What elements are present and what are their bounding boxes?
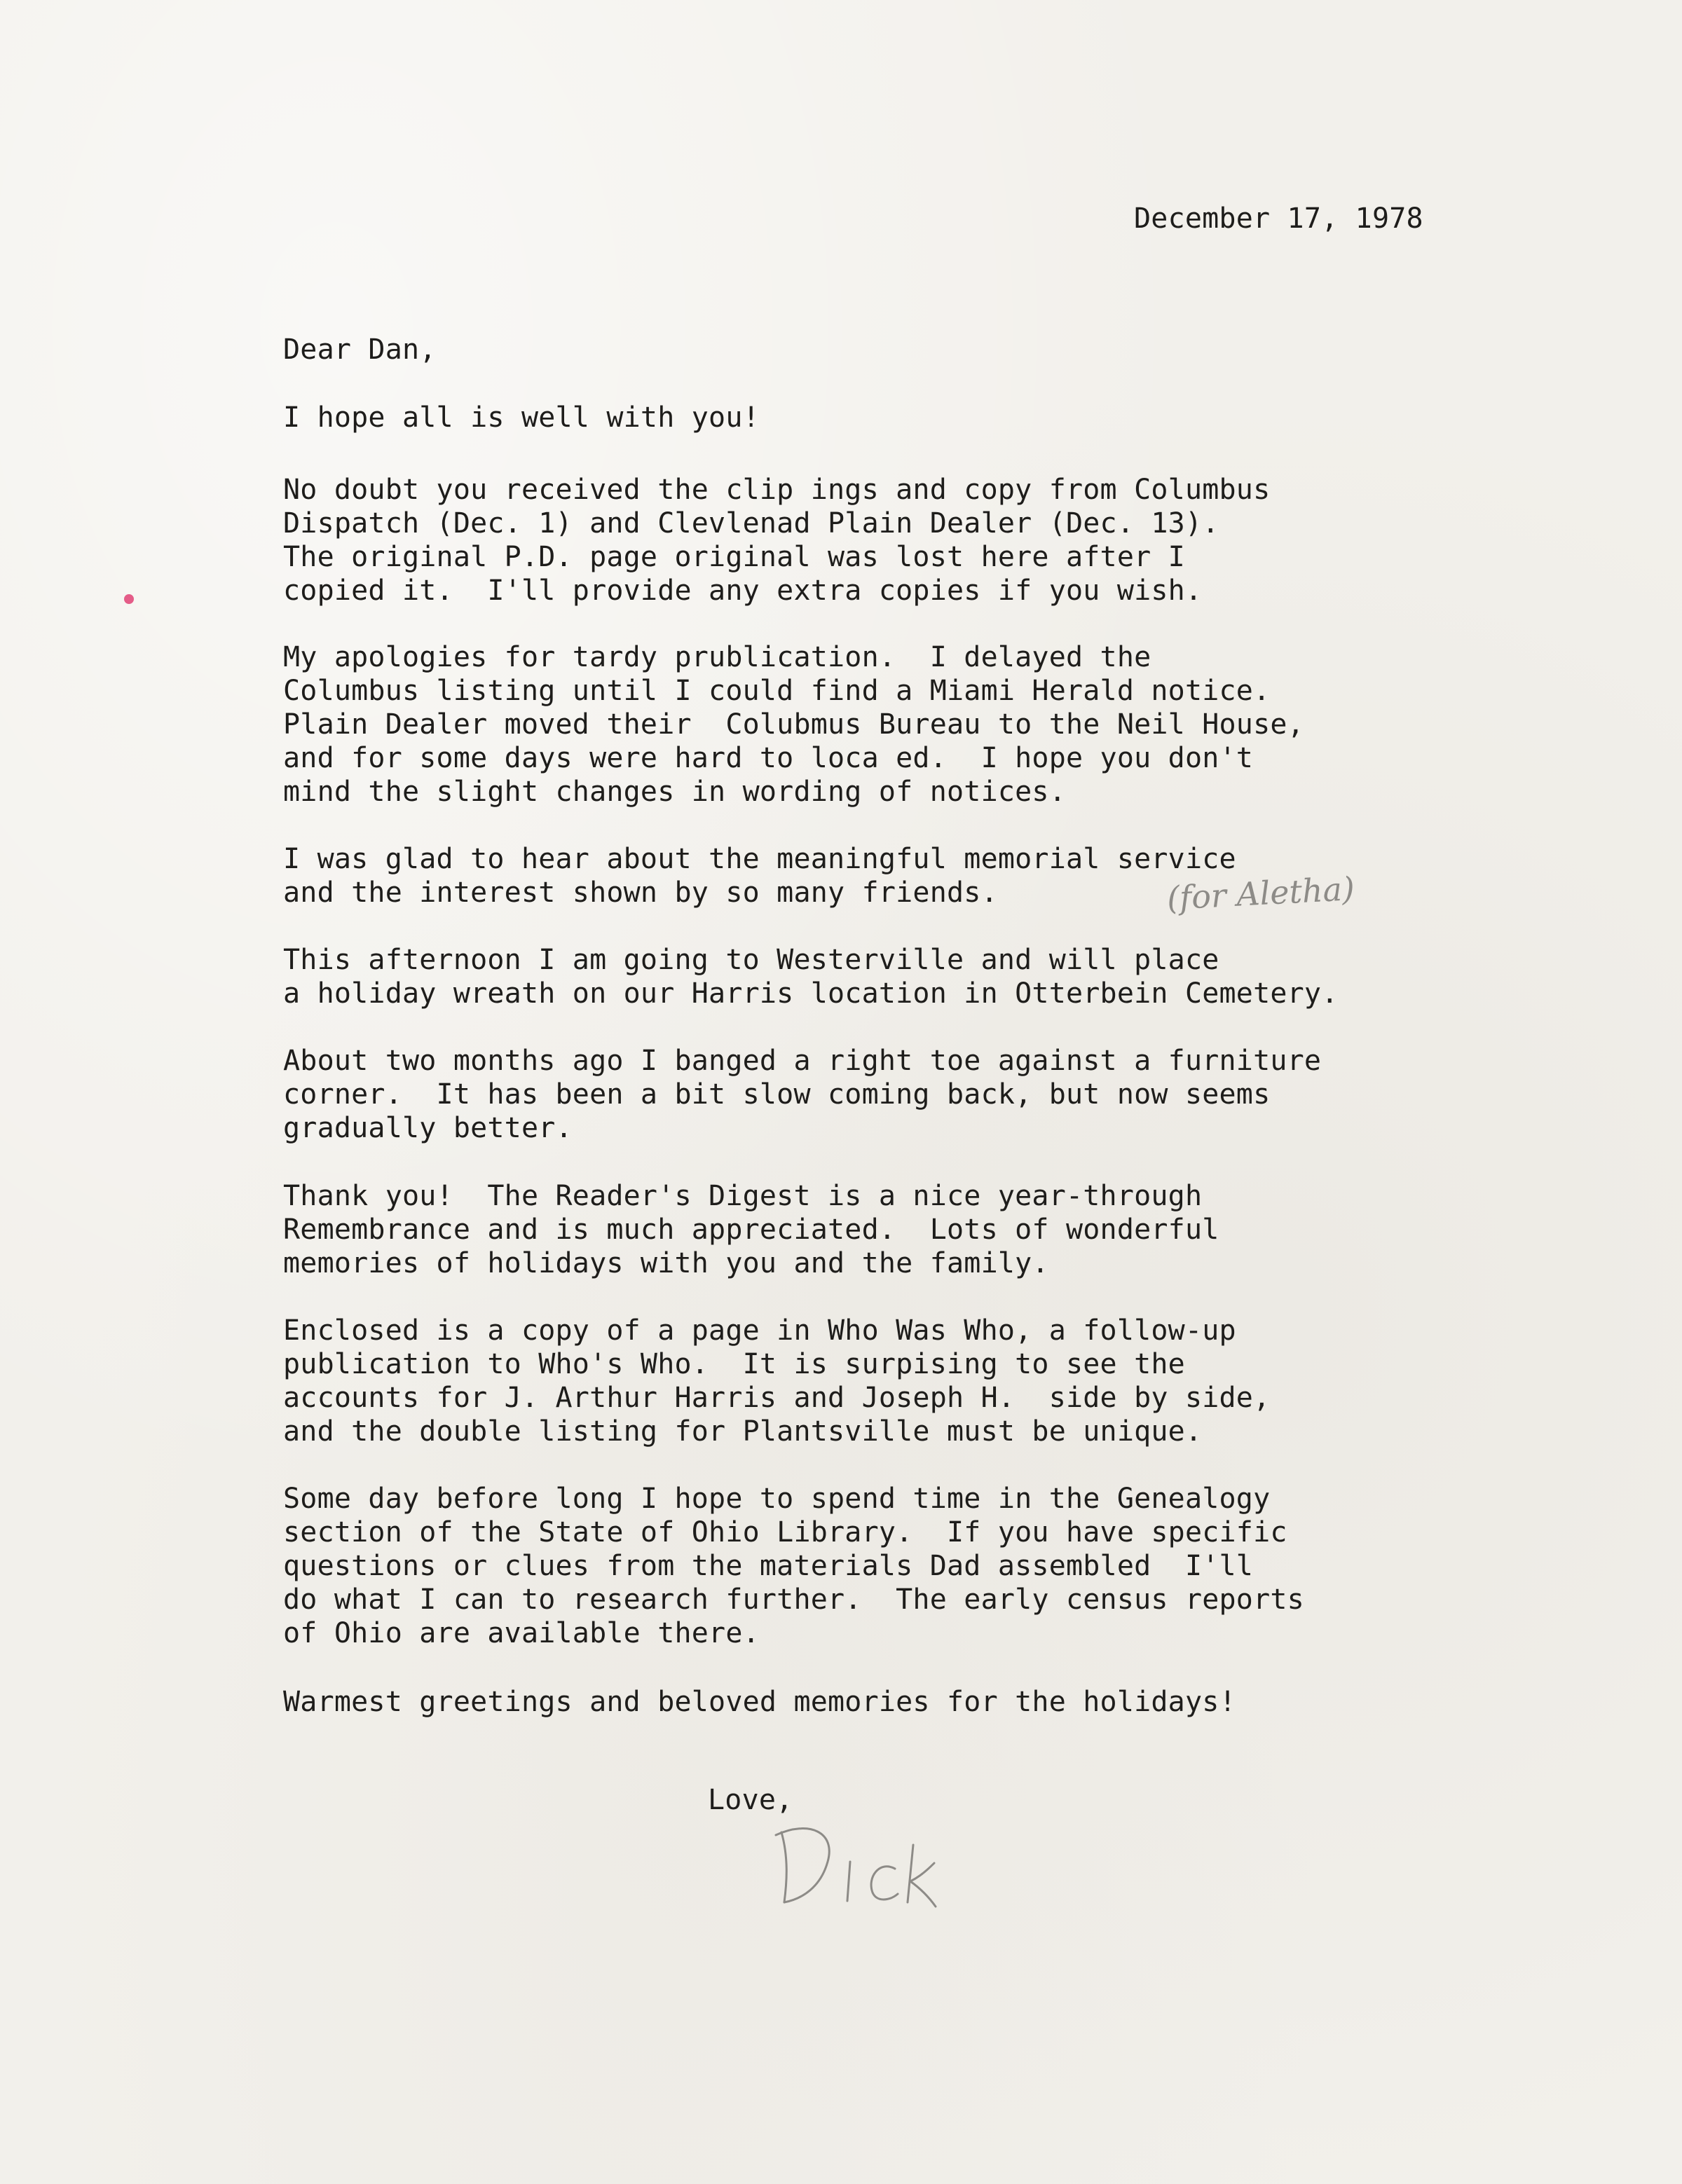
paragraph-memorial: I was glad to hear about the meaningful memorial service and the interest shown by so many friends. xyxy=(283,843,1236,909)
paragraph-clippings: No doubt you received the clip ings and copy from Columbus Dispatch (Dec. 1) and Clevlenad Plain Dealer (Dec. 13). The original P.D. page original was lost here after I copied it. I'll provide any extra copies if you wish. xyxy=(283,474,1271,607)
paragraph-genealogy: Some day before long I hope to spend time in the Genealogy section of the State of Ohio Library. If you have specific questions or clues from the materials Dad assembled I'll do what I can to research further. The early census reports of Ohio are available there. xyxy=(283,1483,1304,1649)
paragraph-apologies: My apologies for tardy prublication. I delayed the Columbus listing until I could find a Miami Herald notice. Plain Dealer moved their Colubmus Bureau to the Neil House, and for some days were hard to loca ed. I hope you don't mind the slight changes in wording of notices. xyxy=(283,641,1304,808)
pink-ink-mark xyxy=(124,594,134,604)
paragraph-readers-digest: Thank you! The Reader's Digest is a nice year-through Remembrance and is much appreciated. Lots of wonderful memories of holidays with you and the family. xyxy=(283,1180,1219,1279)
paragraph-who-was-who: Enclosed is a copy of a page in Who Was Who, a follow-up publication to Who's Who. It is surpising to see the accounts for J. Arthur Harris and Joseph H. side by side, and the double listing for Plantsville must be unique. xyxy=(283,1314,1271,1448)
signature-dick xyxy=(760,1804,943,1909)
letter-date: December 17, 1978 xyxy=(1134,202,1423,235)
salutation: Dear Dan, xyxy=(283,334,437,366)
paragraph-westerville: This afternoon I am going to Westerville and will place a holiday wreath on our Harris location in Otterbein Cemetery. xyxy=(283,944,1339,1010)
handwritten-note: (for Aletha) xyxy=(1165,870,1356,917)
paragraph-warmest-greetings: Warmest greetings and beloved memories for the holidays! xyxy=(283,1686,1236,1718)
closing: Love, xyxy=(708,1784,793,1816)
paragraph-greeting: I hope all is well with you! xyxy=(283,401,760,434)
paragraph-toe: About two months ago I banged a right toe against a furniture corner. It has been a bit slow coming back, but now seems gradually better. xyxy=(283,1045,1322,1144)
